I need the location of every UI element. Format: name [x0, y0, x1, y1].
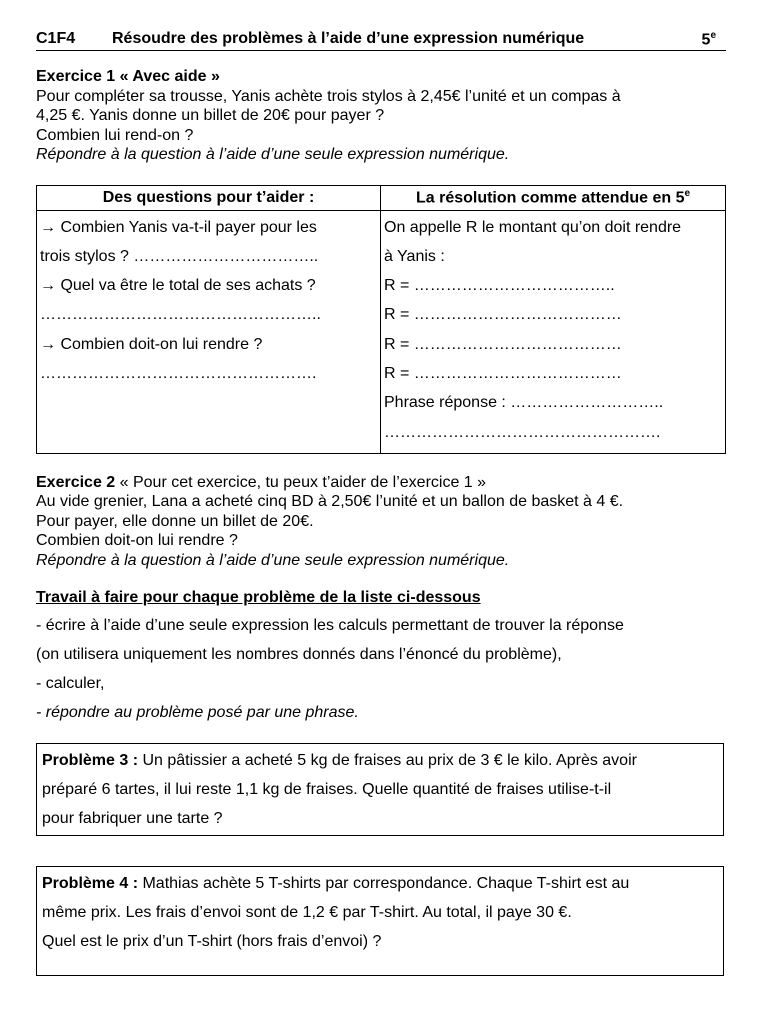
- answer-blank: …………………………………………….: [40, 364, 317, 382]
- question-line: → Quel va être le total de ses achats ?: [40, 277, 316, 295]
- resolution-blank: R = …………………………………: [384, 306, 622, 324]
- worksheet-header: [36, 28, 726, 51]
- answer-blank: ……………………………………………..: [40, 306, 321, 324]
- problem-3-first-line: Problème 3 : Un pâtissier a acheté 5 kg de fraises au prix de 3 € le kilo. Après avoir: [42, 752, 637, 769]
- resolution-blank: R = …………………………………: [384, 364, 622, 382]
- worksheet-page: [36, 28, 726, 976]
- exercise-2-line: Au vide grenier, Lana a acheté cinq BD à 2,50€ l’unité et un ballon de basket à 4 €.: [36, 493, 624, 510]
- task-line: - écrire à l’aide d’une seule expression les calculs permettant de trouver la réponse: [36, 617, 624, 634]
- task-instructions: [36, 588, 726, 727]
- resolution-blank: R = …………………………………: [384, 335, 622, 353]
- task-line: (on utilisera uniquement les nombres donnés dans l’énoncé du problème),: [36, 646, 562, 663]
- chapter-code: C1F4: [36, 30, 76, 47]
- exercise-1-label: Exercice 1 « Avec aide »: [36, 68, 220, 85]
- exercise-2-line: Combien doit-on lui rendre ?: [36, 532, 238, 549]
- answer-sentence-blank: Phrase réponse : ………………………..: [384, 394, 664, 412]
- questions-cell: [37, 210, 381, 453]
- problem-4-line: Quel est le prix d’un T-shirt (hors frais d’envoi) ?: [42, 933, 382, 950]
- grade-level: 5e: [701, 30, 716, 49]
- problem-3-line: préparé 6 tartes, il lui reste 1,1 kg de fraises. Quelle quantité de fraises utilise-t-il: [42, 781, 612, 798]
- exercise-1-line: Combien lui rend-on ?: [36, 126, 194, 144]
- task-line: - calculer,: [36, 675, 105, 692]
- task-line-last: - répondre au problème posé par une phrase.: [36, 704, 359, 721]
- help-table-header-resolution: La résolution comme attendue en 5e: [381, 185, 726, 210]
- question-line: → Combien Yanis va-t-il payer pour les: [40, 218, 317, 236]
- question-line: → Combien doit-on lui rendre ?: [40, 335, 263, 353]
- answer-blank: trois stylos ? ……………………………..: [40, 247, 319, 265]
- help-table: [36, 185, 726, 454]
- help-table-header-questions: Des questions pour t’aider :: [37, 185, 381, 210]
- exercise-2-line: Pour payer, elle donne un billet de 20€.: [36, 512, 314, 530]
- problem-3-box: [36, 743, 724, 836]
- worksheet-title: Résoudre des problèmes à l’aide d’une expression numérique: [112, 30, 585, 47]
- resolution-cell: [381, 210, 726, 453]
- problem-4-first-line: Problème 4 : Mathias achète 5 T-shirts par correspondance. Chaque T-shirt est au: [42, 875, 630, 892]
- exercise-1-instruction: Répondre à la question à l’aide d’une seule expression numérique.: [36, 146, 510, 163]
- problem-3-line: pour fabriquer une tarte ?: [42, 810, 223, 827]
- problem-4-line: même prix. Les frais d’envoi sont de 1,2 € par T-shirt. Au total, il paye 30 €.: [42, 904, 572, 921]
- exercise-1: [36, 67, 726, 165]
- exercise-1-line: 4,25 €. Yanis donne un billet de 20€ pour payer ?: [36, 107, 385, 124]
- resolution-line: à Yanis :: [384, 247, 445, 265]
- exercise-2-instruction: Répondre à la question à l’aide d’une seule expression numérique.: [36, 551, 510, 569]
- resolution-blank: R = ………………………………..: [384, 277, 615, 295]
- exercise-2-heading: Exercice 2 « Pour cet exercice, tu peux t’aider de l’exercice 1 »: [36, 473, 487, 491]
- exercise-2: [36, 473, 726, 571]
- resolution-line: On appelle R le montant qu’on doit rendre: [384, 218, 682, 236]
- problem-4-box: [36, 866, 724, 976]
- task-title: Travail à faire pour chaque problème de la liste ci-dessous: [36, 589, 481, 606]
- answer-sentence-blank: …………………………………………….: [384, 423, 661, 441]
- exercise-1-line: Pour compléter sa trousse, Yanis achète trois stylos à 2,45€ l’unité et un compas à: [36, 87, 621, 105]
